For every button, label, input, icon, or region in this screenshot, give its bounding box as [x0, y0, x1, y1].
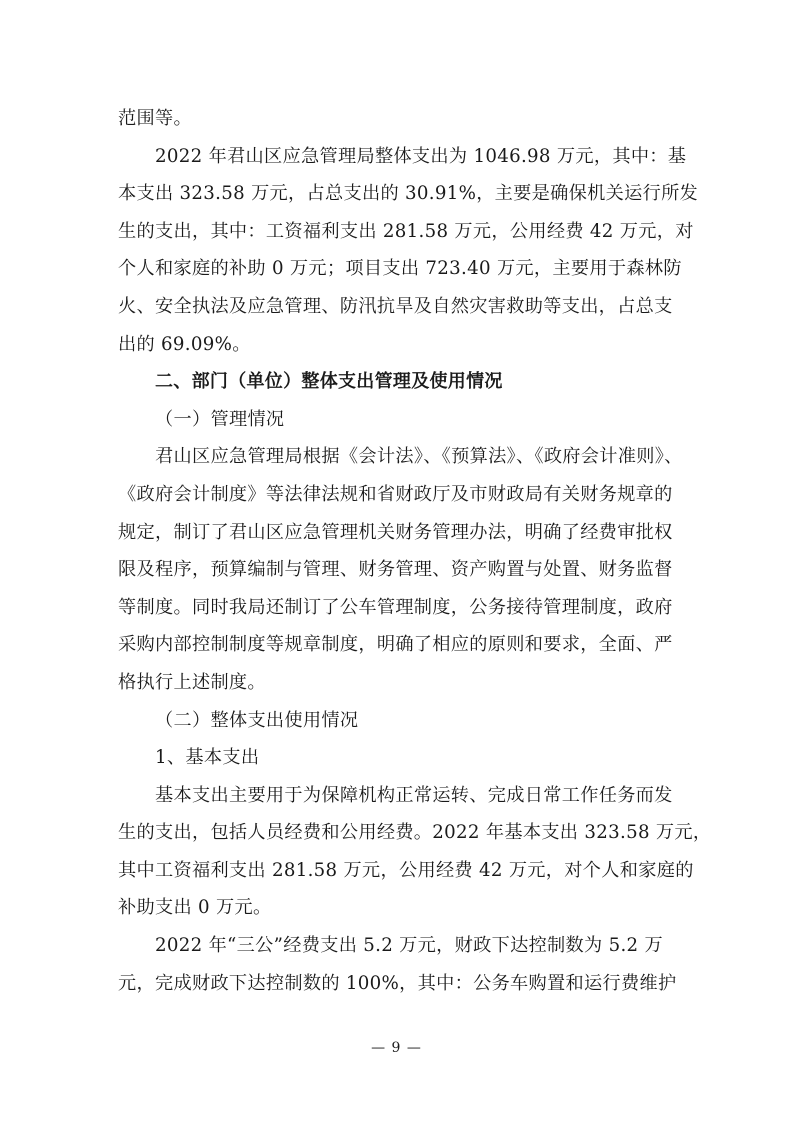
item-heading: 1、基本支出	[155, 747, 260, 769]
paragraph-line: 本支出 323.58 万元，占总支出的 30.91%，主要是确保机关运行所发	[118, 183, 699, 205]
subsection-heading: （二）整体支出使用情况	[155, 709, 359, 731]
paragraph-line: 其中工资福利支出 281.58 万元，公用经费 42 万元，对个人和家庭的	[118, 859, 694, 881]
paragraph-line: 个人和家庭的补助 0 万元；项目支出 723.40 万元，主要用于森林防	[118, 258, 682, 280]
paragraph-line: 火、安全执法及应急管理、防汛抗旱及自然灾害救助等支出，占总支	[118, 295, 673, 317]
paragraph-line: 规定，制订了君山区应急管理机关财务管理办法，明确了经费审批权	[118, 521, 673, 543]
paragraph-line: 限及程序，预算编制与管理、财务管理、资产购置与处置、财务监督	[118, 559, 673, 581]
paragraph-line: 范围等。	[118, 108, 192, 129]
paragraph-line: 采购内部控制制度等规章制度，明确了相应的原则和要求，全面、严	[118, 634, 673, 656]
paragraph-line: 基本支出主要用于为保障机构正常运转、完成日常工作任务而发	[155, 784, 673, 806]
subsection-heading: （一）管理情况	[155, 408, 285, 430]
section-heading: 二、部门（单位）整体支出管理及使用情况	[155, 371, 503, 393]
paragraph-line: 格执行上述制度。	[118, 671, 266, 693]
page-number: — 9 —	[371, 1040, 422, 1056]
body-text	[118, 100, 712, 1002]
paragraph-line: 《政府会计制度》等法律法规和省财政厅及市财政局有关财务规章的	[118, 483, 673, 505]
paragraph-line: 等制度。同时我局还制订了公车管理制度，公务接待管理制度，政府	[118, 596, 673, 618]
paragraph-line: 君山区应急管理局根据《会计法》、《预算法》、《政府会计准则》、	[155, 446, 683, 468]
paragraph-line: 元，完成财政下达控制数的 100%，其中：公务车购置和运行费维护	[118, 972, 677, 994]
paragraph-line: 2022 年君山区应急管理局整体支出为 1046.98 万元，其中：基	[155, 145, 687, 167]
paragraph-line: 生的支出，其中：工资福利支出 281.58 万元，公用经费 42 万元，对	[118, 220, 694, 242]
paragraph-line: 生的支出，包括人员经费和公用经费。2022 年基本支出 323.58 万元，	[118, 822, 712, 844]
paragraph-line: 2022 年“三公”经费支出 5.2 万元，财政下达控制数为 5.2 万	[155, 935, 663, 957]
paragraph-line: 补助支出 0 万元。	[118, 897, 272, 919]
paragraph-line: 出的 69.09%。	[118, 333, 251, 355]
